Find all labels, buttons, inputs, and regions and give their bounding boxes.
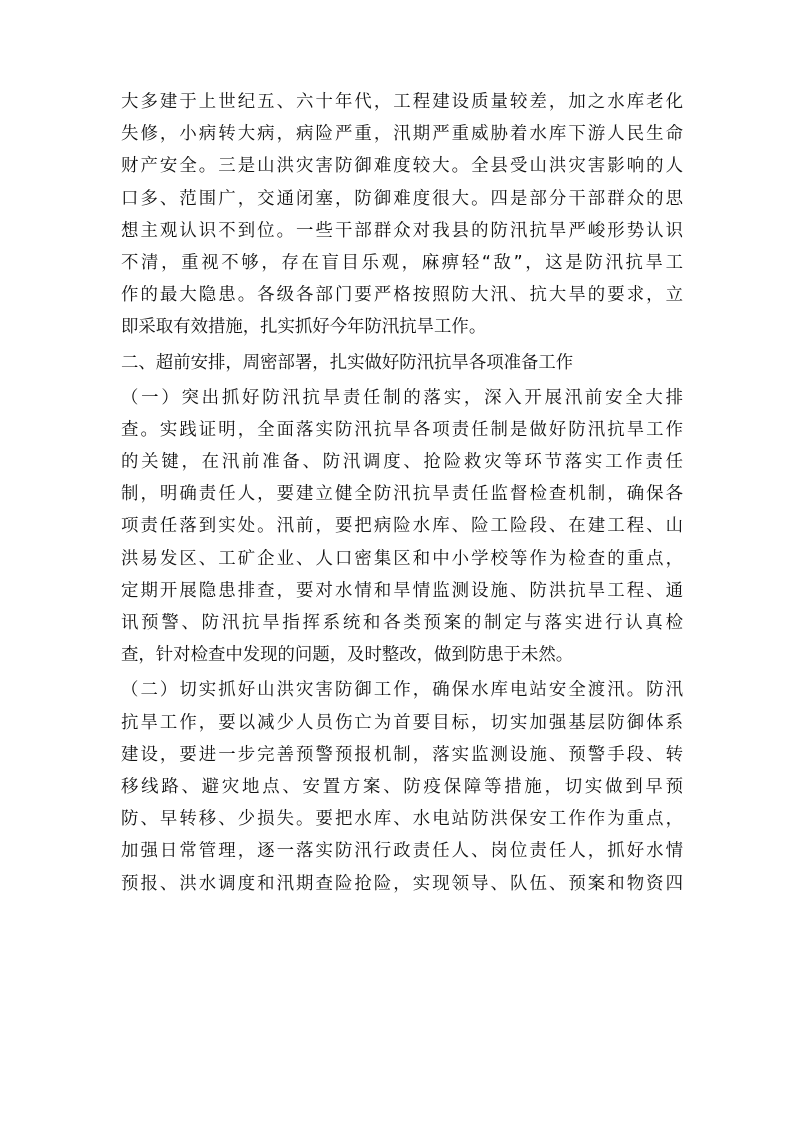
text-line: 移线路、避灾地点、安置方案、防疫保障等措施，切实做到早预 [121,776,683,797]
text-line: 防、早转移、少损失。要把水库、水电站防洪保安工作作为重点， [121,809,683,830]
text-line: 作的最大隐患。各级各部门要严格按照防大汛、抗大旱的要求，立 [121,285,683,306]
text-line: 抗旱工作，要以减少人员伤亡为首要目标，切实加强基层防御体系 [121,712,683,733]
text-line: （二）切实抓好山洪灾害防御工作，确保水库电站安全渡汛。防汛 [121,680,683,701]
text-line: 定期开展隐患排查，要对水情和旱情监测设施、防洪抗旱工程、通 [121,580,683,601]
text-line: 查。实践证明，全面落实防汛抗旱各项责任制是做好防汛抗旱工作 [121,419,683,440]
text-line: 预报、洪水调度和汛期查险抢险，实现领导、队伍、预案和物资四 [121,873,683,894]
text-line: 讯预警、防汛抗旱指挥系统和各类预案的制定与落实进行认真检 [121,613,683,633]
text-line: 想主观认识不到位。一些干部群众对我县的防汛抗旱严峻形势认识 [121,220,683,241]
section-heading [121,347,683,379]
paragraph-flood-defense [121,674,683,899]
text-line: 项责任落到实处。汛前，要把病险水库、险工险段、在建工程、山 [121,516,683,537]
text-line: 建设，要进一步完善预警预报机制，落实监测设施、预警手段、转 [121,744,683,765]
text-line: 的关键，在汛前准备、防汛调度、抢险救灾等环节落实工作责任 [121,452,683,473]
text-line: 不清，重视不够，存在盲目乐观，麻痹轻“敌”，这是防汛抗旱工 [121,252,683,273]
text-line: （一）突出抓好防汛抗旱责任制的落实，深入开展汛前安全大排 [121,387,683,408]
text-line: 加强日常管理，逐一落实防汛行政责任人、岗位责任人，抓好水情 [121,841,683,862]
text-line: 失修，小病转大病，病险严重，汛期严重威胁着水库下游人民生命 [121,124,683,145]
text-line: 即采取有效措施，扎实抓好今年防汛抗旱工作。 [121,317,487,338]
paragraph-risk-analysis [121,86,683,344]
text-line: 口多、范围广，交通闭塞，防御难度很大。四是部分干部群众的思 [121,188,683,209]
text-line: 查，针对检查中发现的问题，及时整改，做到防患于未然。 [121,645,574,666]
text-line: 大多建于上世纪五、六十年代，工程建设质量较差，加之水库老化 [121,92,683,112]
text-line: 财产安全。三是山洪灾害防御难度较大。全县受山洪灾害影响的人 [121,156,683,177]
document-page [121,86,683,900]
text-line: 制，明确责任人，要建立健全防汛抗旱责任监督检查机制，确保各 [121,484,683,505]
paragraph-responsibility [121,382,683,672]
section-heading-text: 二、超前安排，周密部署，扎实做好防汛抗旱各项准备工作 [121,352,574,373]
text-line: 洪易发区、工矿企业、人口密集区和中小学校等作为检查的重点， [121,548,683,569]
